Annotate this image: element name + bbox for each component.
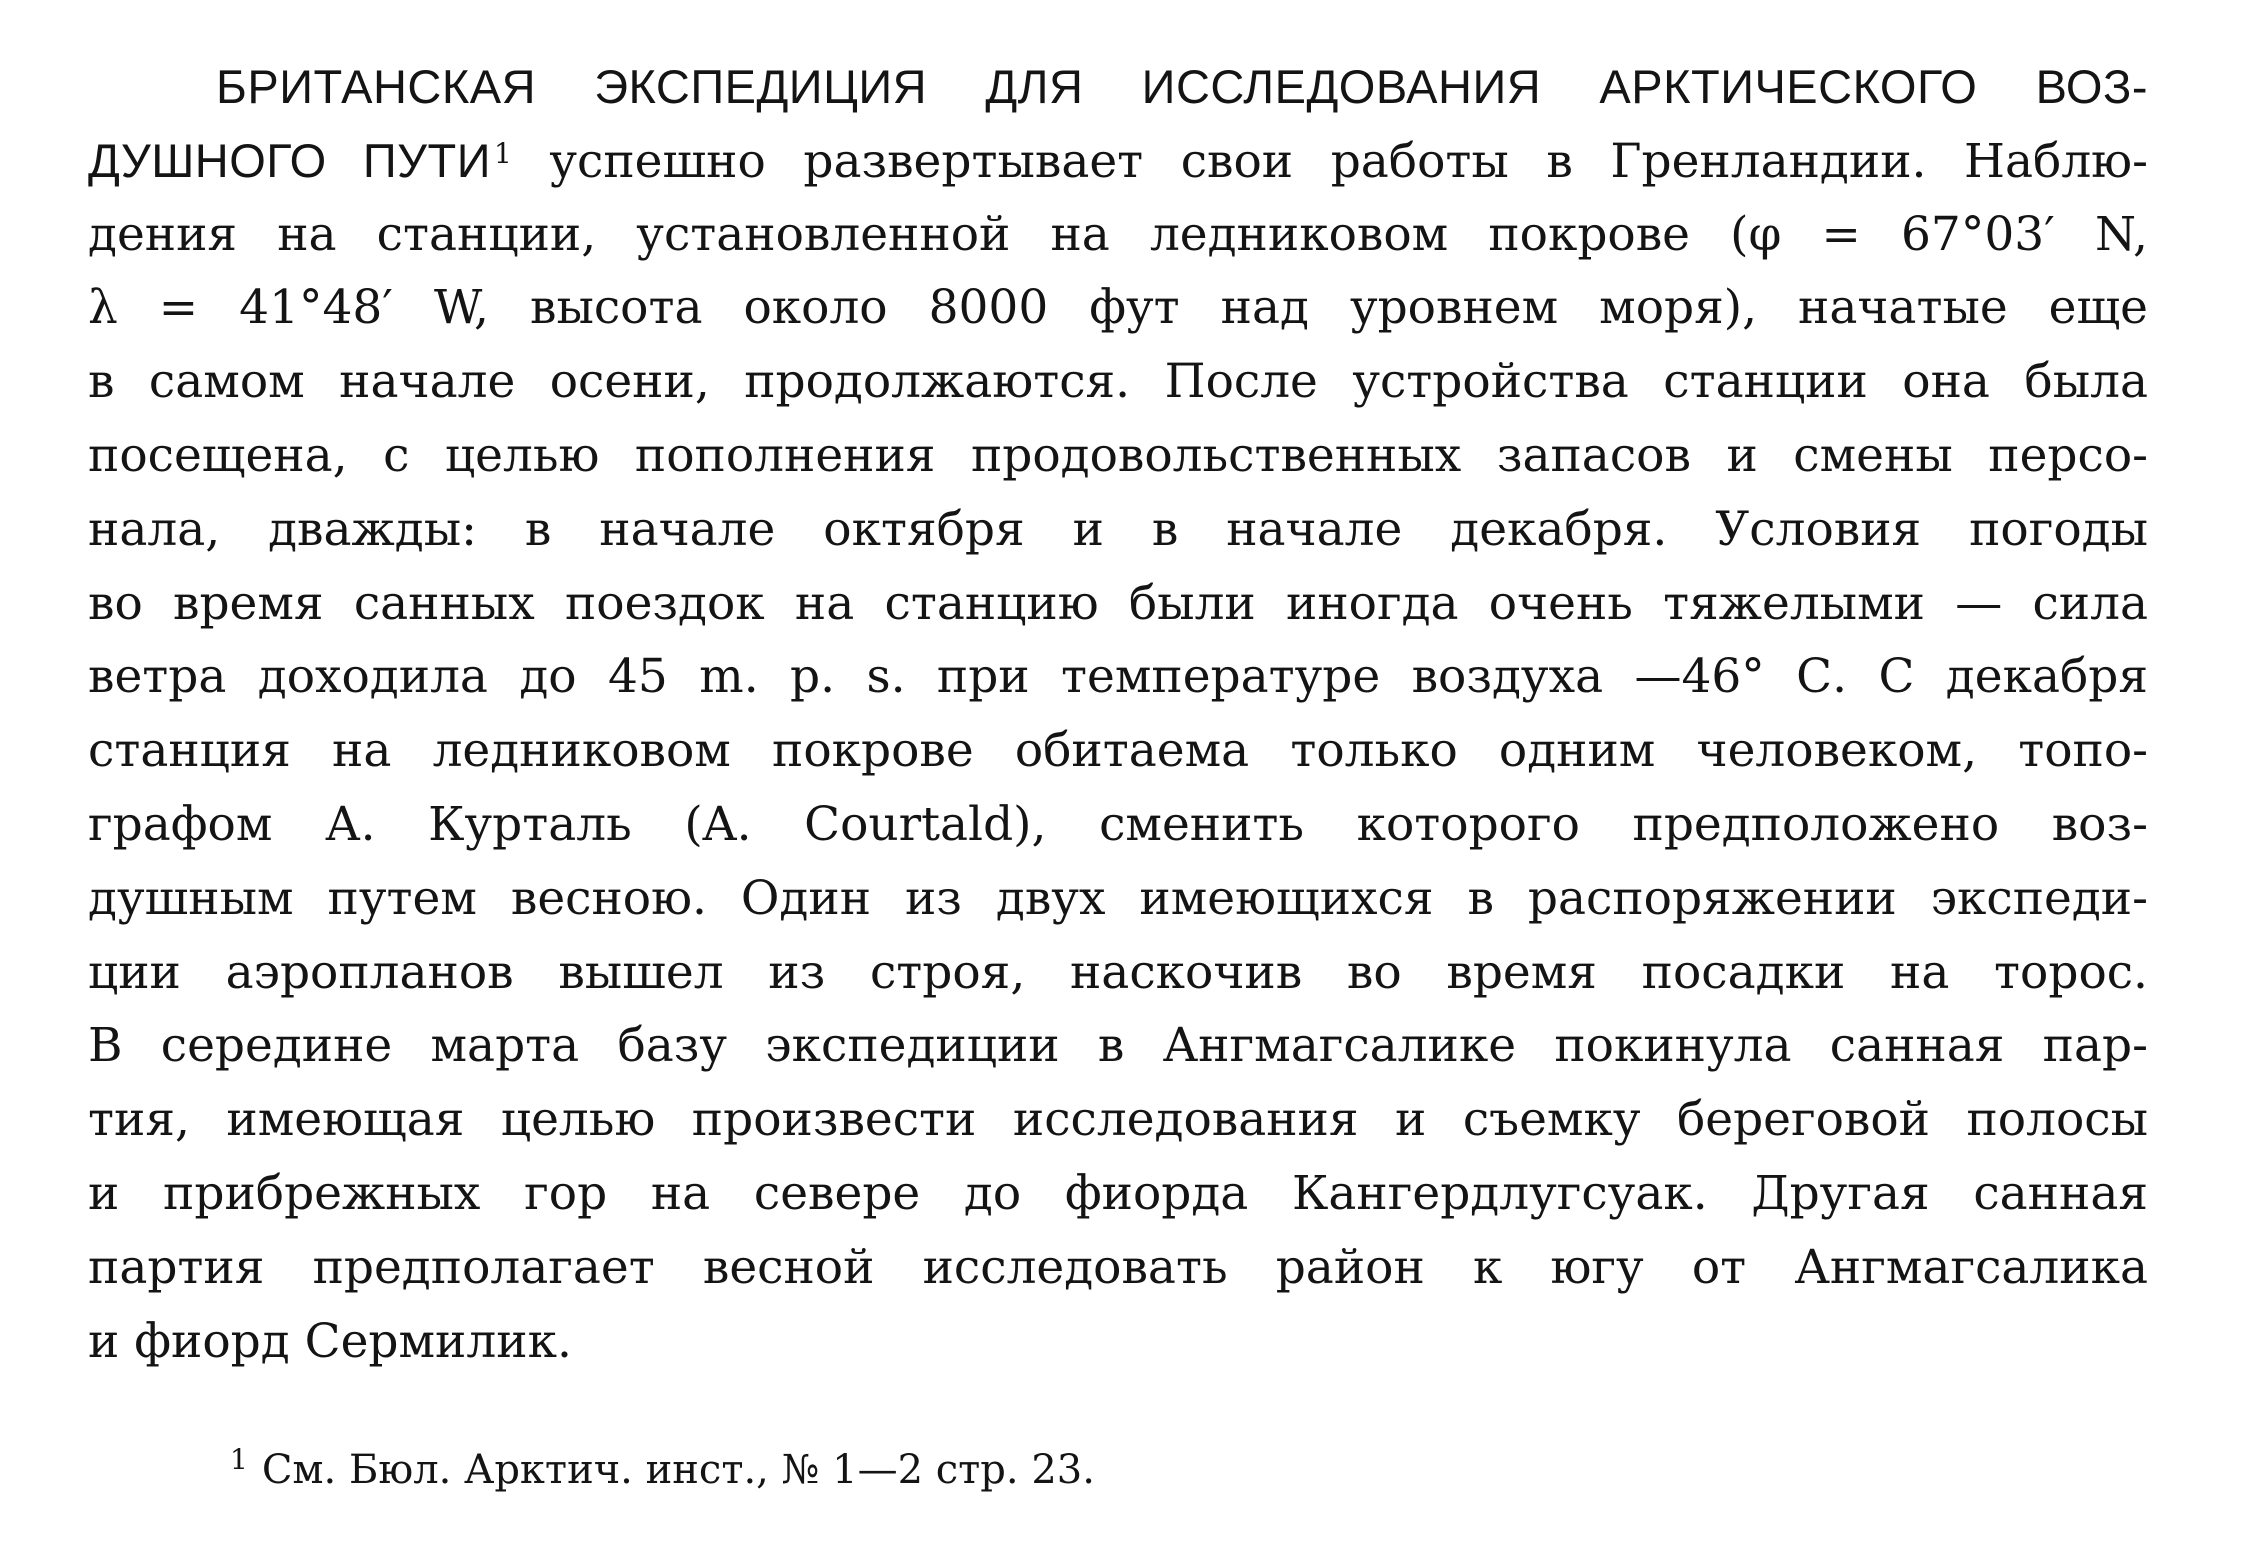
text-line-9: ветра доходила до 45 m. p. s. при температуре воздуха —46° С. С декабря <box>88 649 2148 705</box>
article-body <box>88 50 2148 1378</box>
text-line-17: партия предполагает весной исследовать район к югу от Ангмагсалика <box>88 1239 2148 1295</box>
text-line-16: и прибрежных гор на севере до фиорда Кангердлугсуак. Другая санная <box>88 1165 2148 1221</box>
text-line-11: графом А. Курталь (A. Courtald), сменить которого предположено воз- <box>88 796 2148 852</box>
text-line-1: БРИТАНСКАЯ ЭКСПЕДИЦИЯ ДЛЯ ИССЛЕДОВАНИЯ АРКТИЧЕСКОГО ВОЗ- <box>216 60 2148 113</box>
text-line-14: В середине марта базу экспедиции в Ангмагсалике покинула санная пар- <box>88 1018 2148 1074</box>
text-line-12: душным путем весною. Один из двух имеющихся в распоряжении экспеди- <box>88 870 2148 926</box>
text-line-15: тия, имеющая целью произвести исследования и съемку береговой полосы <box>88 1092 2148 1148</box>
footnote <box>230 1440 1095 1500</box>
text-line-4: λ = 41°48′ W, высота около 8000 фут над уровнем моря), начатые еще <box>88 280 2148 336</box>
text-line-10: станция на ледниковом покрове обитаема только одним человеком, топо- <box>88 723 2148 779</box>
footnote-text: См. Бюл. Арктич. инст., № 1—2 стр. 23. <box>261 1447 1095 1493</box>
text-line-5: в самом начале осени, продолжаются. После устройства станции она была <box>88 354 2148 410</box>
text-line-2-rest: успешно развертывает свои работы в Гренландии. Наблю- <box>511 133 2148 189</box>
footnote-mark: 1 <box>230 1443 248 1476</box>
text-line-8: во время санных поездок на станцию были иногда очень тяжелыми — сила <box>88 575 2148 631</box>
footnote-reference: 1 <box>493 136 512 170</box>
text-line-2 <box>88 124 2148 198</box>
text-line-18: и фиорд Сермилик. <box>88 1313 572 1369</box>
text-line-6: посещена, с целью пополнения продовольственных запасов и смены персо- <box>88 427 2148 483</box>
caps-heading-continuation: ДУШНОГО ПУТИ <box>88 133 491 187</box>
text-line-13: ции аэропланов вышел из строя, наскочив во время посадки на торос. <box>88 944 2148 1000</box>
text-line-3: дения на станции, установленной на ледниковом покрове (φ = 67°03′ N, <box>88 206 2148 262</box>
text-line-7: нала, дважды: в начале октября и в начале декабря. Условия погоды <box>88 501 2148 557</box>
